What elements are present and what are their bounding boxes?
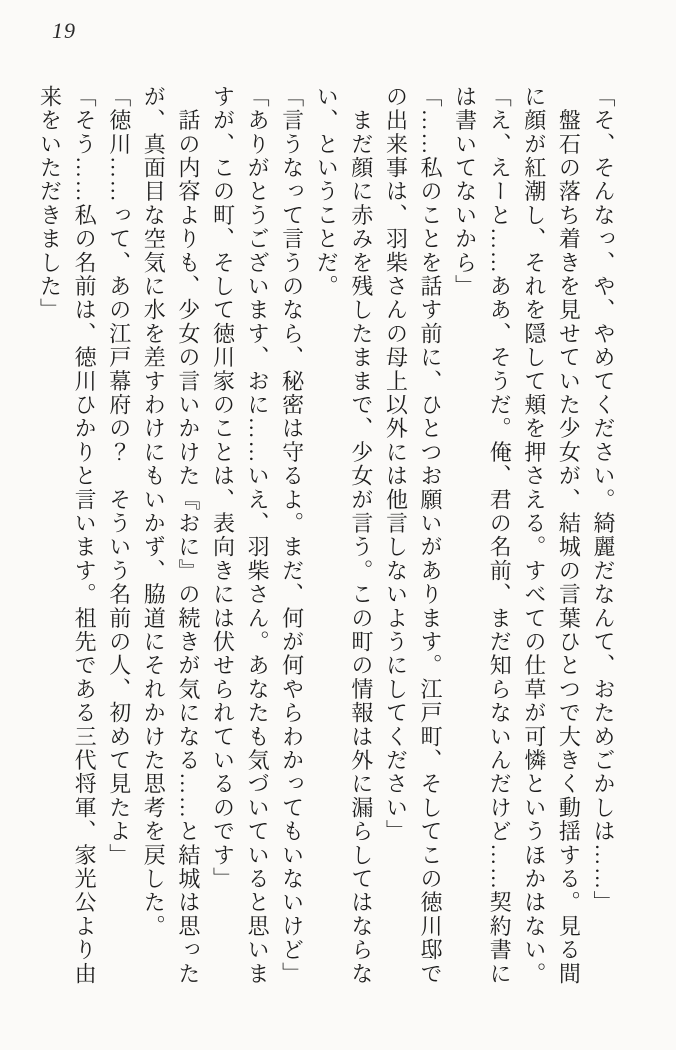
page-number: 19 xyxy=(52,18,76,43)
text-column: 「ありがとうございます、おに……いえ、羽柴さん。あなたも気づいていると思いま xyxy=(245,85,271,986)
text-column: 「徳川……って、あの江戸幕府の？ そういう名前の人、初めて見たよ」 xyxy=(106,85,132,868)
text-column: まだ顔に赤みを残したままで、少女が言う。この町の情報は外に漏らしてはならな xyxy=(348,85,374,986)
text-column: が、真面目な空気に水を差すわけにもいかず、脇道にそれかけた思考を戻した。 xyxy=(141,85,167,939)
text-column: い、ということだ。 xyxy=(314,85,340,299)
text-column: 話の内容よりも、少女の言いかけた『おに』の続きが気になる……と結城は思った xyxy=(175,85,201,986)
text-column: は書いてないから」 xyxy=(452,85,478,299)
text-column: 盤石の落ち着きを見せていた少女が、結城の言葉ひとつで大きく動揺する。見る間 xyxy=(556,85,582,986)
text-column: 「え、えーと……ああ、そうだ。俺、君の名前、まだ知らないんだけど……契約書に xyxy=(487,85,513,986)
text-column: 「そ、そんなっ、や、やめてください。綺麗だなんて、おためごかしは……」 xyxy=(591,85,616,915)
text-column: すが、この町、そして徳川家のことは、表向きには伏せられているのです」 xyxy=(210,85,236,891)
text-column: に顔が紅潮し、それを隠して頬を押さえる。すべての仕草が可憐というほかはない。 xyxy=(521,85,547,986)
text-area xyxy=(32,85,620,987)
text-column: 「……私のことを話す前に、ひとつお願いがあります。江戸町、そしてこの徳川邸で xyxy=(418,85,444,986)
text-column: 来をいただきました」 xyxy=(37,85,63,322)
text-column: 「言うなって言うのなら、秘密は守るよ。まだ、何が何やらわかってもいないけど」 xyxy=(279,85,305,986)
text-column: の出来事は、羽柴さんの母上以外には他言しないようにしてください」 xyxy=(383,85,409,844)
text-column: 「そう……私の名前は、徳川ひかりと言います。祖先である三代将軍、家光公より由 xyxy=(72,85,98,986)
